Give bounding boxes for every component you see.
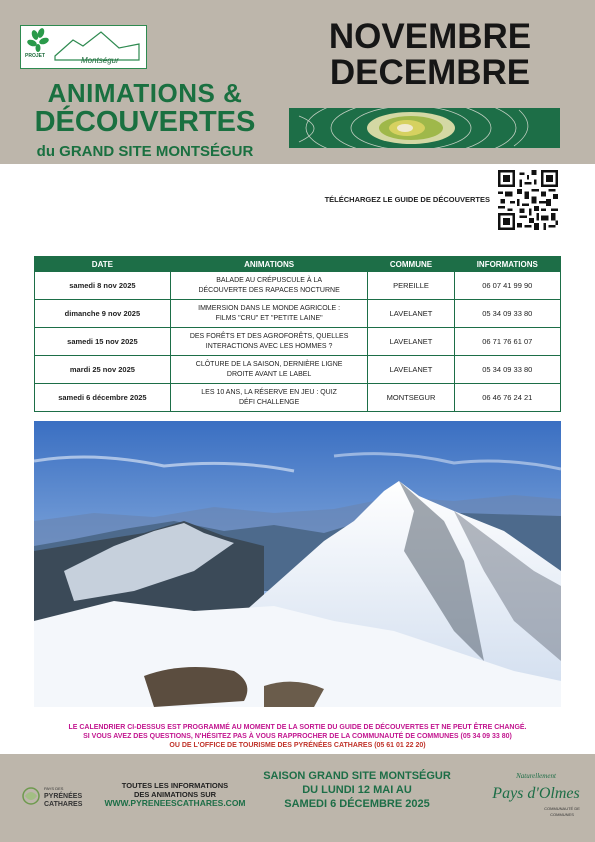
season-line: SAMEDI 6 DÉCEMBRE 2025 (284, 798, 430, 810)
subtitle-grand-site (0, 143, 290, 160)
cell-animation (170, 328, 368, 356)
cell-date: samedi 8 nov 2025 (35, 272, 171, 300)
footer-info-line: TOUTES LES INFORMATIONS (121, 781, 229, 790)
pays-d-olmes-logo (486, 766, 586, 826)
header-banner (0, 0, 595, 164)
pays-olmes-sub2: COMMUNES (550, 812, 574, 817)
montsegur-logo (20, 25, 147, 69)
animation-line: DÉCOUVERTE DES RAPACES NOCTURNE (198, 286, 340, 294)
cell-animation (170, 300, 368, 328)
title-animations: ANIMATIONS & (47, 78, 243, 108)
events-table (34, 256, 561, 412)
cell-date: samedi 15 nov 2025 (35, 328, 171, 356)
table-header-row (35, 257, 561, 272)
pyrenees-cathares-logo (22, 778, 97, 814)
cell-date: dimanche 9 nov 2025 (35, 300, 171, 328)
header-commune: COMMUNE (368, 257, 454, 272)
footer-logo-line3: CATHARES (44, 801, 83, 808)
animation-line: CLÔTURE DE LA SAISON, DERNIÈRE LIGNE (195, 360, 343, 368)
table-row (35, 272, 561, 300)
disclaimer (0, 723, 595, 750)
cell-commune: LAVELANET (368, 300, 454, 328)
disclaimer-line: LE CALENDRIER CI-DESSUS EST PROGRAMMÉ AU MOMENT DE LA SORTIE DU GUIDE DE DÉCOUVERTES ET NE PEUT ÊTRE CHANGÉ. (68, 724, 527, 731)
season-dates (242, 769, 472, 811)
logo-name-text: Montségur (81, 56, 119, 65)
animation-line: FILMS "CRU" ET "PETITE LAINE" (215, 314, 323, 322)
animation-line: INTERACTIONS AVEC LES HOMMES ? (205, 342, 333, 350)
header-informations: INFORMATIONS (454, 257, 560, 272)
qr-code-icon[interactable] (498, 170, 558, 230)
subtitle-site-name: GRAND SITE MONTSÉGUR (59, 143, 254, 160)
cell-phone: 06 07 41 99 90 (454, 272, 560, 300)
cell-phone: 05 34 09 33 80 (454, 356, 560, 384)
snowy-mountain-photo (34, 421, 561, 707)
subtitle-du: du (36, 143, 55, 160)
cell-commune: MONTSEGUR (368, 384, 454, 412)
footer-logo-line1: PAYS DES (44, 786, 64, 791)
cell-phone: 05 34 09 33 80 (454, 300, 560, 328)
table-row (35, 356, 561, 384)
download-guide-label: TÉLÉCHARGEZ LE GUIDE DE DÉCOUVERTES (324, 195, 490, 204)
cell-date: samedi 6 décembre 2025 (35, 384, 171, 412)
cell-phone: 06 46 76 24 21 (454, 384, 560, 412)
season-line: DU LUNDI 12 MAI AU (302, 784, 412, 796)
table-row (35, 384, 561, 412)
pays-olmes-name: Pays d'Olmes (492, 785, 580, 802)
footer-info-line: DES ANIMATIONS SUR (133, 790, 217, 799)
table-row (35, 328, 561, 356)
cell-commune: LAVELANET (368, 328, 454, 356)
decorative-map-band (289, 108, 560, 148)
website-link[interactable]: WWW.PYRENEESCATHARES.COM (104, 798, 246, 808)
animation-line: DROITE AVANT LE LABEL (226, 370, 312, 378)
title-decouvertes: DÉCOUVERTES (34, 106, 256, 138)
pays-olmes-top: Naturellement (516, 772, 556, 780)
cell-animation (170, 384, 368, 412)
season-line: SAISON GRAND SITE MONTSÉGUR (263, 770, 451, 782)
animation-line: DÉFI CHALLENGE (238, 398, 300, 406)
contour-map-icon (289, 108, 560, 148)
cell-animation (170, 356, 368, 384)
animation-line: BALADE AU CRÉPUSCULE À LA (216, 276, 323, 284)
cell-commune: LAVELANET (368, 356, 454, 384)
header-animations: ANIMATIONS (170, 257, 368, 272)
cell-commune: PEREILLE (368, 272, 454, 300)
table-row (35, 300, 561, 328)
pays-olmes-sub1: COMMUNAUTÉ DE (544, 806, 580, 811)
footer (0, 754, 595, 842)
animation-line: DES FORÊTS ET DES AGROFORÊTS, QUELLES (189, 332, 349, 340)
disclaimer-line: SI VOUS AVEZ DES QUESTIONS, N'HÉSITEZ PAS À VOUS RAPPROCHER DE LA COMMUNAUTÉ DE COMMUNES (05 34 09 33 80) (83, 733, 512, 740)
cell-animation (170, 272, 368, 300)
month-december: DECEMBRE (329, 53, 531, 92)
cell-phone: 06 71 76 61 07 (454, 328, 560, 356)
disclaimer-line: OU DE L'OFFICE DE TOURISME DES PYRÉNÉES CATHARES (05 61 01 22 20) (169, 742, 426, 749)
animation-line: IMMERSION DANS LE MONDE AGRICOLE : (198, 304, 341, 312)
month-november: NOVEMBRE (328, 17, 532, 56)
animation-line: LES 10 ANS, LA RÉSERVE EN JEU : QUIZ (201, 388, 337, 396)
footer-logo-line2: PYRÉNÉES (44, 793, 83, 800)
logo-projet-text: PROJET (25, 53, 46, 59)
footer-info (95, 781, 255, 808)
header-date: DATE (35, 257, 171, 272)
cell-date: mardi 25 nov 2025 (35, 356, 171, 384)
